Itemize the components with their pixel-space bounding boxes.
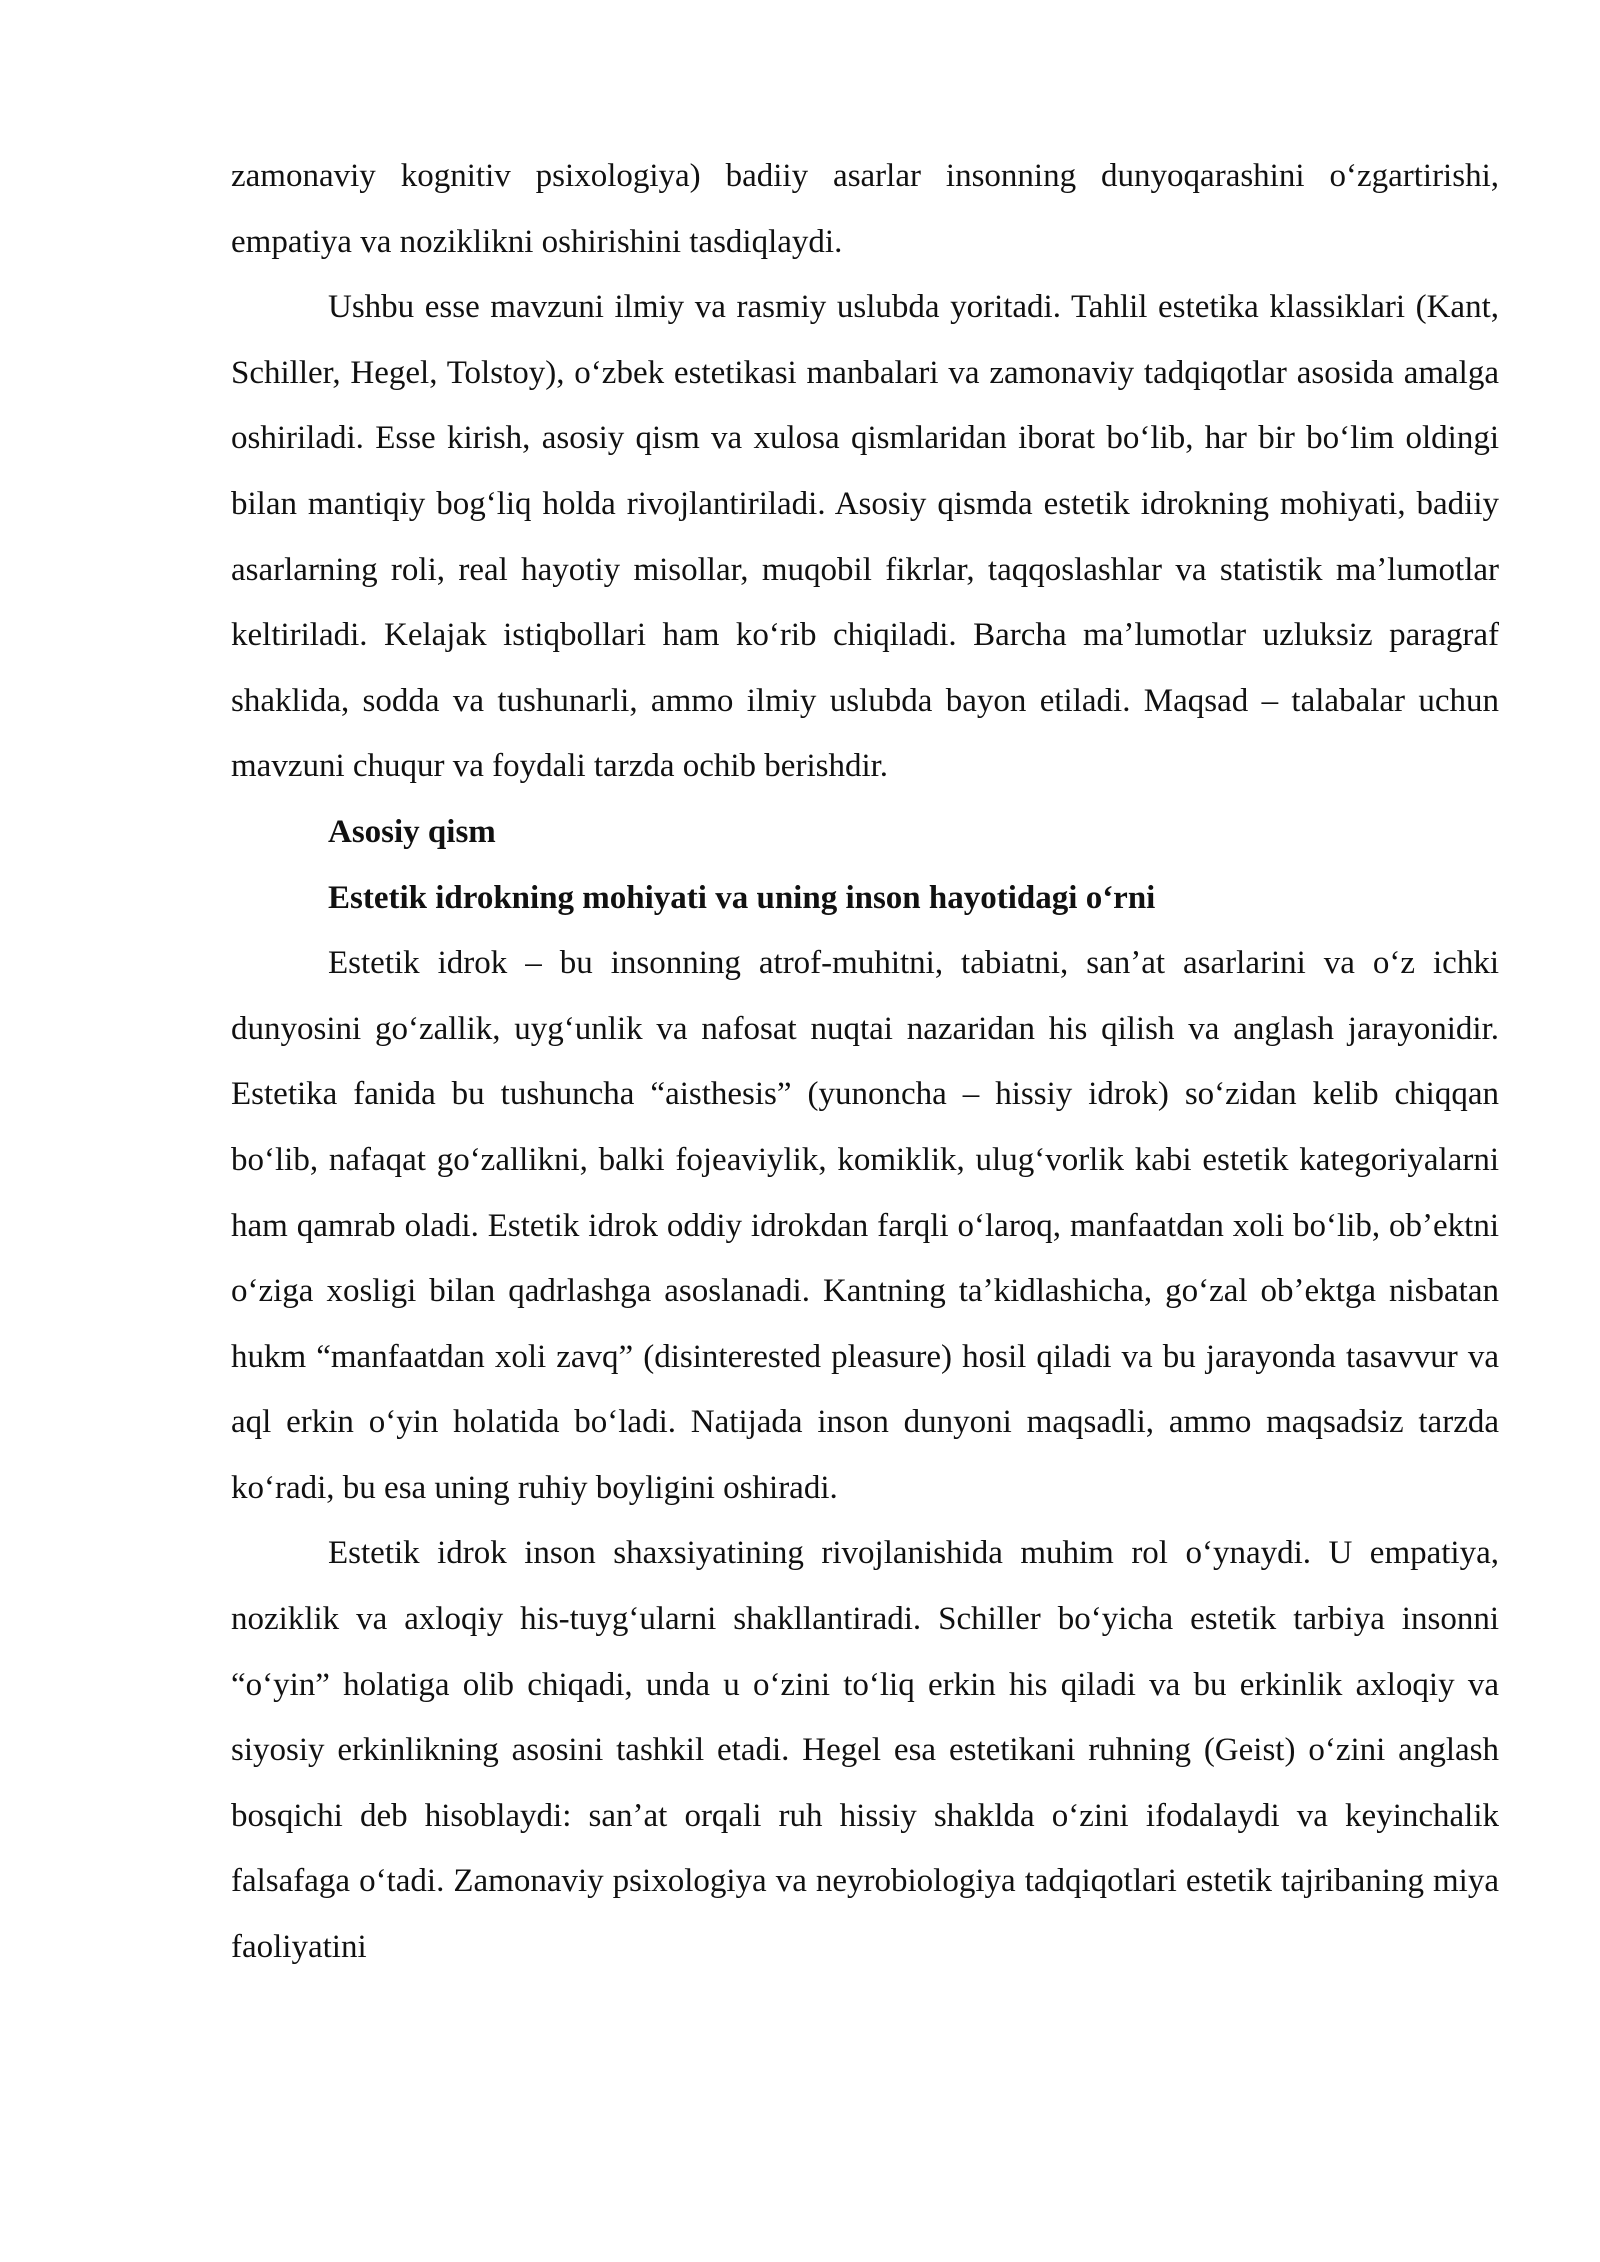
document-page [231,144,1499,1981]
section-heading: Asosiy qism [328,813,496,850]
paragraph-personality-development: Estetik idrok inson shaxsiyatining rivojlanishida muhim rol oʻynaydi. U empatiya, noziklik va axloqiy his-tuygʻularni shakllantiradi. Schiller boʻyicha estetik tarbiya insonni “oʻyin” holatiga olib chiqadi, unda u oʻzini toʻliq erkin his qiladi va bu erkinlik axloqiy va siyosiy erkinlikning asosini tashkil etadi. Hegel esa estetikani ruhning (Geist) oʻzini anglash bosqichi deb hisoblaydi: sanʼat orqali ruh hissiy shaklda oʻzini ifodalaydi va keyinchalik falsafaga oʻtadi. Zamonaviy psixologiya va neyrobiologiya tadqiqotlari estetik tajribaning miya faoliyatini [231,1535,1499,1966]
paragraph-intro-continuation: zamonaviy kognitiv psixologiya) badiiy asarlar insonning dunyoqarashini oʻzgartirishi, empatiya va noziklikni oshirishini tasdiqlaydi. [231,158,1499,260]
paragraph-essay-overview: Ushbu esse mavzuni ilmiy va rasmiy uslubda yoritadi. Tahlil estetika klassiklari (Kant, Schiller, Hegel, Tolstoy), oʻzbek estetikasi manbalari va zamonaviy tadqiqotlar asosida amalga oshiriladi. Esse kirish, asosiy qism va xulosa qismlaridan iborat boʻlib, har bir boʻlim oldingi bilan mantiqiy bogʻliq holda rivojlantiriladi. Asosiy qismda estetik idrokning mohiyati, badiiy asarlarning roli, real hayotiy misollar, muqobil fikrlar, taqqoslashlar va statistik maʼlumotlar keltiriladi. Kelajak istiqbollari ham koʻrib chiqiladi. Barcha maʼlumotlar uzluksiz paragraf shaklida, sodda va tushunarli, ammo ilmiy uslubda bayon etiladi. Maqsad – talabalar uchun mavzuni chuqur va foydali tarzda ochib berishdir. [231,289,1499,785]
paragraph-aesthetic-perception: Estetik idrok – bu insonning atrof-muhitni, tabiatni, sanʼat asarlarini va oʻz ichki dunyosini goʻzallik, uygʻunlik va nafosat nuqtai nazaridan his qilish va anglash jarayonidir. Estetika fanida bu tushuncha “aisthesis” (yunoncha – hissiy idrok) soʻzidan kelib chiqqan boʻlib, nafaqat goʻzallikni, balki fojeaviylik, komiklik, ulugʻvorlik kabi estetik kategoriyalarni ham qamrab oladi. Estetik idrok oddiy idrokdan farqli oʻlaroq, manfaatdan xoli boʻlib, obʼektni oʻziga xosligi bilan qadrlashga asoslanadi. Kantning taʼkidlashicha, goʻzal obʼektga nisbatan hukm “manfaatdan xoli zavq” (disinterested pleasure) hosil qiladi va bu jarayonda tasavvur va aql erkin oʻyin holatida boʻladi. Natijada inson dunyoni maqsadli, ammo maqsadsiz tarzda koʻradi, bu esa uning ruhiy boyligini oshiradi. [231,945,1499,1506]
subsection-heading: Estetik idrokning mohiyati va uning inson hayotidagi oʻrni [328,879,1156,916]
